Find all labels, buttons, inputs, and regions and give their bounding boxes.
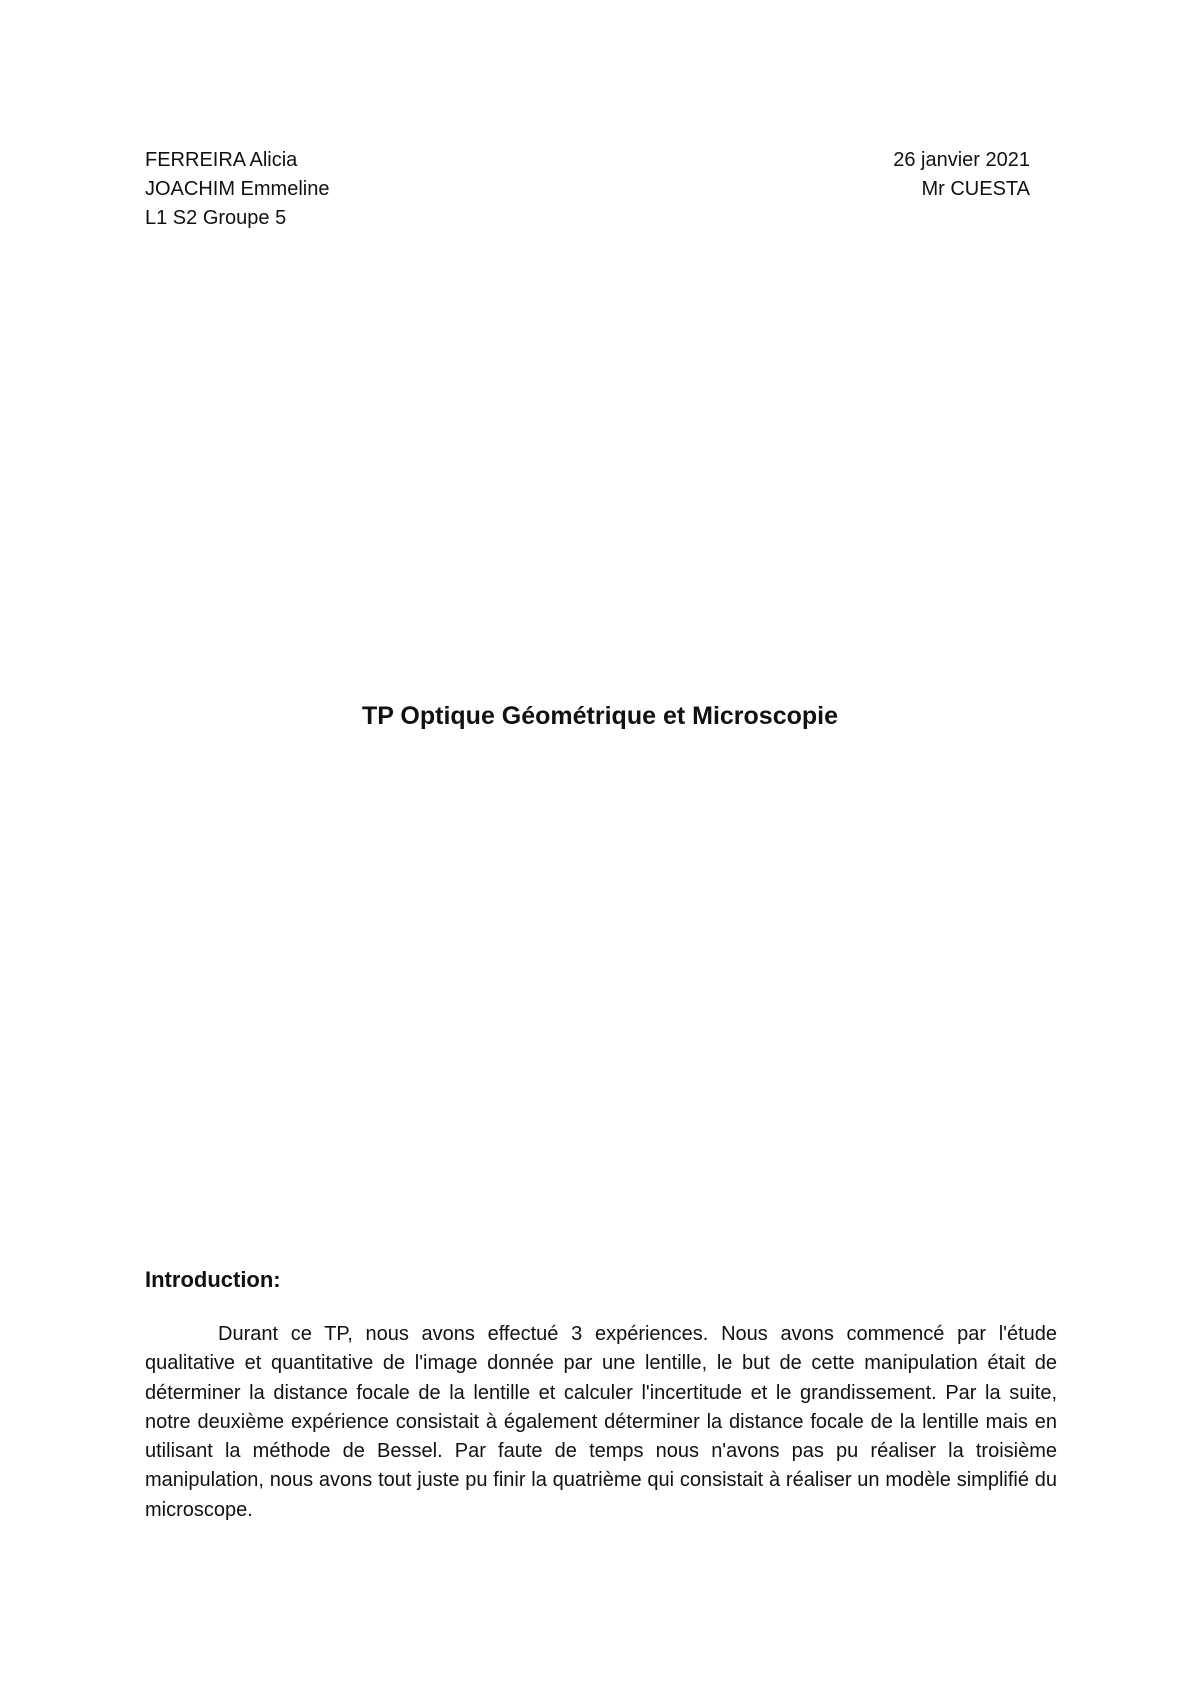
student-info-block: [145, 146, 329, 233]
document-date: 26 janvier 2021: [893, 149, 1030, 171]
student-name-2: JOACHIM Emmeline: [145, 178, 330, 200]
student-name-1: FERREIRA Alicia: [145, 149, 298, 171]
document-title: TP Optique Géométrique et Microscopie: [361, 702, 838, 730]
introduction-paragraph: Durant ce TP, nous avons effectué 3 expériences. Nous avons commencé par l'étude qualitative et quantitative de l'image donnée par une lentille, le but de cette manipulation était de déterminer la distance focale de la lentille et calculer l'incertitude et le grandissement. Par la suite, notre deuxième expérience consistait à également déterminer la distance focale de la lentille mais en utilisant la méthode de Bessel. Par faute de temps nous n'avons pas pu réaliser la troisième manipulation, nous avons tout juste pu finir la quatrième qui consistait à réaliser un modèle simplifié du microscope.: [145, 1323, 1057, 1521]
teacher-name: Mr CUESTA: [921, 178, 1030, 200]
introduction-heading: Introduction:: [145, 1267, 281, 1292]
date-teacher-block: [893, 146, 1030, 204]
class-group: L1 S2 Groupe 5: [145, 207, 287, 229]
